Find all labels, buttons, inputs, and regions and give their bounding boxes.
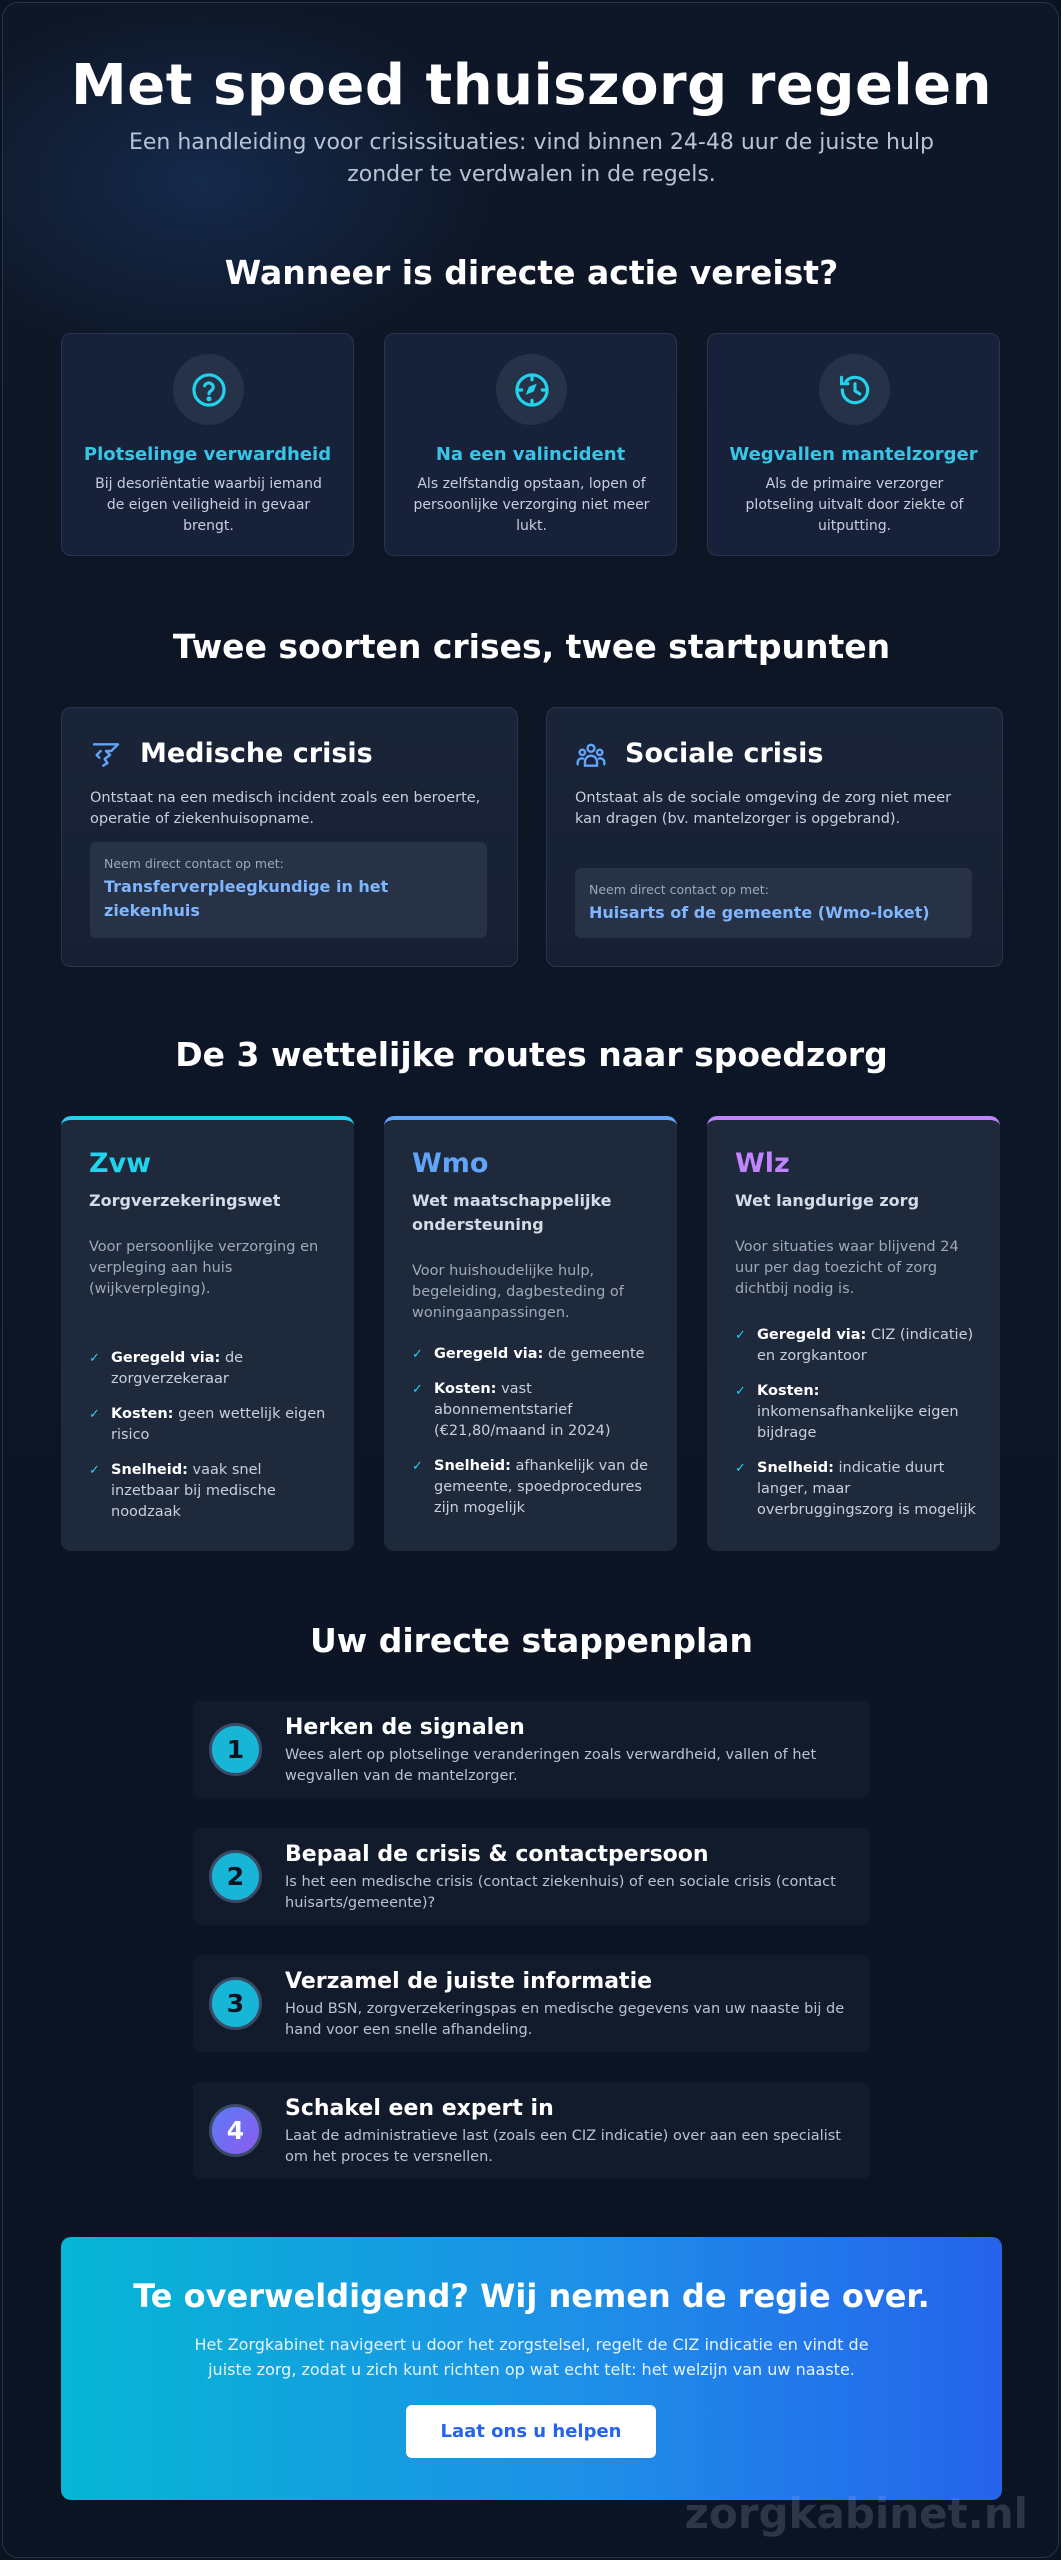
- route-full-name: Wet langdurige zorg: [735, 1191, 920, 1210]
- step-item: [193, 1701, 870, 1798]
- route-full-name: Zorgverzekeringswet: [89, 1191, 281, 1210]
- route-card-wlz: [707, 1116, 1000, 1551]
- check-icon: ✓: [735, 1461, 746, 1476]
- route-card-wmo: [384, 1116, 677, 1551]
- step-number: 4: [209, 2104, 262, 2157]
- page-subtitle: Een handleiding voor crisissituaties: vind binnen 24-48 uur de juiste hulp zonder te verdwalen in de regels.: [128, 130, 935, 187]
- route-fact: ✓ Kosten: geen wettelijk eigen risico: [89, 1406, 326, 1443]
- route-facts: [412, 1344, 657, 1533]
- route-fact: ✓ Geregeld via: CIZ (indicatie) en zorgkantoor: [735, 1327, 974, 1364]
- contact-label: Neem direct contact op met:: [589, 882, 769, 897]
- section-heading-steps: Uw directe stappenplan: [309, 1621, 754, 1660]
- contact-box: [575, 868, 972, 938]
- step-title: Bepaal de crisis & contactpersoon: [285, 1842, 709, 1867]
- step-item: [193, 1955, 870, 2052]
- route-fact: ✓ Kosten: inkomensafhankelijke eigen bijdrage: [735, 1383, 959, 1441]
- action-card-confusion: [61, 333, 354, 556]
- crisis-card-title: Sociale crisis: [625, 738, 824, 769]
- medical-icon: [90, 739, 122, 775]
- watermark: zorgkabinet.nl: [684, 2489, 1028, 2538]
- route-fact: ✓ Kosten: vast abonnementstarief (€21,80/maand in 2024): [412, 1381, 611, 1439]
- help-button[interactable]: Laat ons u helpen: [406, 2405, 656, 2458]
- route-card-zvw: [61, 1116, 354, 1551]
- crisis-card-text: Ontstaat na een medisch incident zoals een beroerte, operatie of ziekenhuisopname.: [90, 790, 481, 827]
- route-name: Wmo: [412, 1148, 489, 1179]
- action-card-caregiver: [707, 333, 1000, 556]
- check-icon: ✓: [89, 1407, 100, 1422]
- crisis-card-social: [546, 707, 1003, 967]
- step-item: [193, 2082, 870, 2179]
- crisis-card-text: Ontstaat als de sociale omgeving de zorg niet meer kan dragen (bv. mantelzorger is opgebrand).: [575, 790, 952, 827]
- route-fact: ✓ Snelheid: indicatie duurt langer, maar overbruggingszorg is mogelijk: [735, 1460, 976, 1518]
- crisis-card-medical: [61, 707, 518, 967]
- route-facts: [89, 1348, 334, 1537]
- step-text: Wees alert op plotselinge veranderingen zoals verwardheid, vallen of het wegvallen van de mantelzorger.: [285, 1747, 817, 1784]
- route-fact: ✓ Snelheid: afhankelijk van de gemeente, spoedprocedures zijn mogelijk: [412, 1458, 649, 1516]
- step-number: 2: [209, 1850, 262, 1903]
- route-fact: ✓ Geregeld via: de zorgverzekeraar: [89, 1350, 244, 1387]
- check-icon: ✓: [412, 1382, 423, 1397]
- check-icon: ✓: [89, 1351, 100, 1366]
- action-card-text: Als de primaire verzorger plotseling uitvalt door ziekte of uitputting.: [745, 476, 964, 534]
- action-card-title: Plotselinge verwardheid: [83, 444, 332, 465]
- step-text: Houd BSN, zorgverzekeringspas en medische gegevens van uw naaste bij de hand voor een snelle afhandeling.: [285, 2001, 845, 2038]
- step-number: 1: [209, 1723, 262, 1776]
- route-fact: ✓ Snelheid: vaak snel inzetbaar bij medische noodzaak: [89, 1462, 276, 1520]
- action-card-title: Na een valincident: [435, 444, 626, 465]
- route-facts: [735, 1325, 980, 1535]
- check-icon: ✓: [412, 1459, 423, 1474]
- contact-label: Neem direct contact op met:: [104, 856, 284, 871]
- step-text: Laat de administratieve last (zoals een CIZ indicatie) over aan een specialist om het proces te versnellen.: [285, 2128, 841, 2165]
- action-card-text: Als zelfstandig opstaan, lopen of persoonlijke verzorging niet meer lukt.: [413, 476, 650, 534]
- step-title: Schakel een expert in: [285, 2096, 554, 2121]
- compass-icon: [496, 354, 567, 425]
- step-title: Herken de signalen: [285, 1715, 525, 1740]
- route-description: Voor huishoudelijke hulp, begeleiding, dagbesteding of woningaanpassingen.: [412, 1263, 624, 1321]
- step-text: Is het een medische crisis (contact ziekenhuis) of een sociale crisis (contact huisarts/gemeente)?: [285, 1874, 836, 1911]
- section-heading-routes: De 3 wettelijke routes naar spoedzorg: [175, 1035, 888, 1074]
- check-icon: ✓: [735, 1328, 746, 1343]
- check-icon: ✓: [735, 1384, 746, 1399]
- contact-box: [90, 842, 487, 938]
- route-description: Voor situaties waar blijvend 24 uur per dag toezicht of zorg dichtbij nodig is.: [735, 1239, 959, 1297]
- check-icon: ✓: [412, 1347, 423, 1362]
- route-fact: ✓ Geregeld via: de gemeente: [412, 1344, 657, 1365]
- step-number: 3: [209, 1977, 262, 2030]
- step-title: Verzamel de juiste informatie: [285, 1969, 653, 1994]
- question-circle-icon: [173, 354, 244, 425]
- step-item: [193, 1828, 870, 1925]
- people-icon: [575, 739, 607, 775]
- route-name: Wlz: [735, 1148, 790, 1179]
- contact-value: Transferverpleegkundige in het ziekenhuis: [104, 877, 389, 920]
- cta-text: Het Zorgkabinet navigeert u door het zorgstelsel, regelt de CIZ indicatie en vindt de juiste zorg, zodat u zich kunt richten op wat echt telt: het welzijn van uw naaste.: [194, 2335, 869, 2379]
- cta-banner: [61, 2237, 1002, 2500]
- section-heading-action: Wanneer is directe actie vereist?: [224, 253, 839, 292]
- history-clock-icon: [819, 354, 890, 425]
- action-card-title: Wegvallen mantelzorger: [729, 444, 978, 465]
- route-name: Zvw: [89, 1148, 152, 1179]
- route-description: Voor persoonlijke verzorging en verpleging aan huis (wijkverpleging).: [89, 1239, 319, 1297]
- route-full-name: Wet maatschappelijke ondersteuning: [412, 1191, 612, 1234]
- cta-title: Te overweldigend? Wij nemen de regie over.: [133, 2277, 930, 2315]
- infographic-page: [2, 2, 1059, 2558]
- check-icon: ✓: [89, 1463, 100, 1478]
- action-card-fall: [384, 333, 677, 556]
- action-card-text: Bij desoriëntatie waarbij iemand de eigen veiligheid in gevaar brengt.: [95, 476, 322, 534]
- crisis-card-title: Medische crisis: [140, 738, 373, 769]
- section-heading-crises: Twee soorten crises, twee startpunten: [172, 627, 891, 666]
- contact-value: Huisarts of de gemeente (Wmo-loket): [589, 903, 930, 922]
- page-title: Met spoed thuiszorg regelen: [71, 53, 992, 118]
